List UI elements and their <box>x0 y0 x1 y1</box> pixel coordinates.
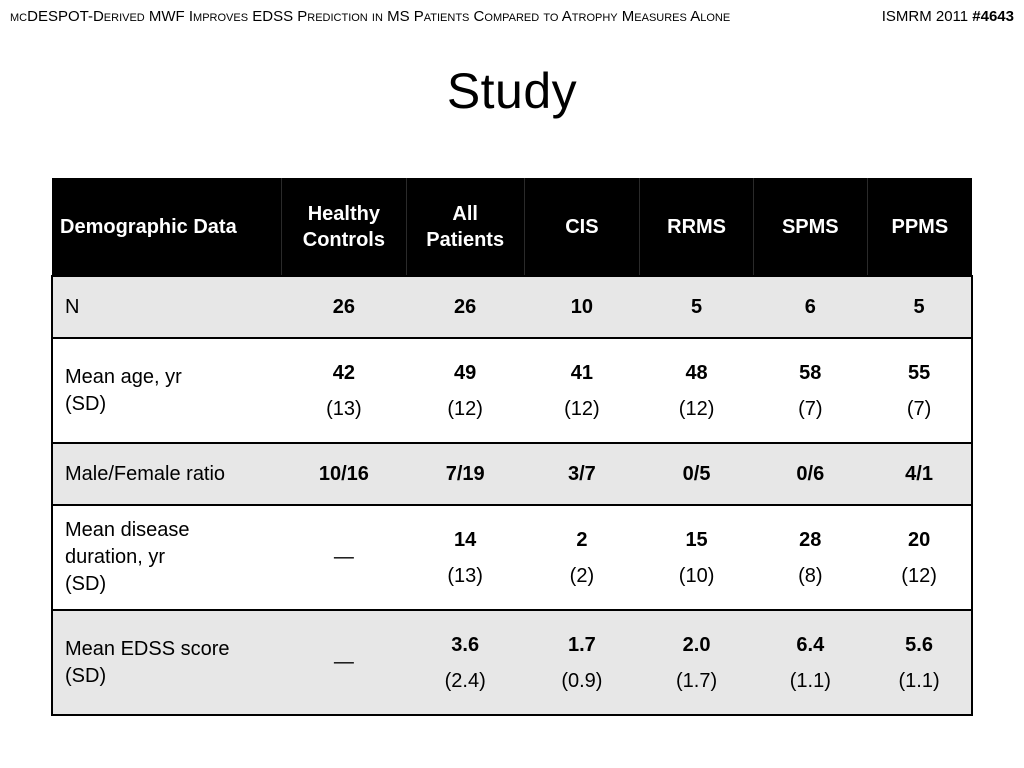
age-rrms-sd: (12) <box>678 397 715 420</box>
duration-label-line3: (SD) <box>65 573 107 595</box>
cell-duration-ppms <box>867 505 972 610</box>
header-spms: SPMS <box>753 178 867 276</box>
cell-duration-rrms <box>640 505 754 610</box>
edss-all-sd: (2.4) <box>444 669 486 692</box>
duration-spms-sd: (8) <box>798 564 823 587</box>
cell-edss-all <box>406 610 524 715</box>
row-label-edss <box>52 610 281 715</box>
cell-edss-rrms <box>640 610 754 715</box>
cell-age-rrms <box>640 338 754 443</box>
age-spms-sd: (7) <box>798 397 823 420</box>
header-healthy-line2: Controls <box>302 228 385 251</box>
duration-ppms-sd: (12) <box>901 564 937 587</box>
duration-spms-mean: 28 <box>799 528 822 551</box>
edss-label-line2: (SD) <box>65 664 107 687</box>
duration-all-sd: (13) <box>447 564 483 587</box>
edss-rrms-sd: (1.7) <box>676 669 718 692</box>
cell-n-rrms: 5 <box>640 276 754 338</box>
cell-age-all <box>406 338 524 443</box>
age-all-mean: 49 <box>454 361 477 384</box>
cell-mf-all: 7/19 <box>406 443 524 505</box>
cell-n-healthy: 26 <box>281 276 406 338</box>
poster-number: #4643 <box>972 8 1014 25</box>
duration-all-mean: 14 <box>454 528 477 551</box>
cell-mf-healthy: 10/16 <box>281 443 406 505</box>
age-spms-mean: 58 <box>799 361 822 384</box>
cell-age-cis <box>524 338 640 443</box>
header-cis: CIS <box>524 178 640 276</box>
edss-spms-mean: 6.4 <box>796 633 825 656</box>
age-label-line1: Mean age, yr <box>65 365 182 388</box>
row-label-age <box>52 338 281 443</box>
age-label-line2: (SD) <box>65 392 107 415</box>
age-ppms-sd: (7) <box>906 397 932 420</box>
edss-label-line1: Mean EDSS score <box>65 637 230 660</box>
age-ppms-mean: 55 <box>907 361 931 384</box>
cell-duration-healthy: — <box>281 505 406 610</box>
cell-age-ppms <box>867 338 972 443</box>
table-row-duration <box>52 505 972 610</box>
header-all-patients <box>406 178 524 276</box>
table-header-row <box>52 178 972 276</box>
header-healthy-line1: Healthy <box>307 202 380 225</box>
duration-rrms-sd: (10) <box>678 564 715 587</box>
table-row-mf-ratio <box>52 443 972 505</box>
row-label-mf-ratio: Male/Female ratio <box>52 443 281 505</box>
table-row-edss <box>52 610 972 715</box>
table-row-n <box>52 276 972 338</box>
cell-n-cis: 10 <box>524 276 640 338</box>
duration-ppms-mean: 20 <box>907 528 931 551</box>
cell-edss-ppms <box>867 610 972 715</box>
row-label-n: N <box>52 276 281 338</box>
cell-n-all: 26 <box>406 276 524 338</box>
slide-title: Study <box>446 63 578 119</box>
edss-rrms-mean: 2.0 <box>682 633 711 656</box>
cell-duration-cis <box>524 505 640 610</box>
duration-label-line1: Mean disease <box>65 519 190 541</box>
edss-ppms-mean: 5.6 <box>905 633 933 656</box>
header-demographic-data: Demographic Data <box>52 178 281 276</box>
conference-label <box>882 8 1014 25</box>
cell-duration-spms <box>753 505 867 610</box>
header-ppms: PPMS <box>867 178 972 276</box>
slide-header <box>10 8 1014 30</box>
age-rrms-mean: 48 <box>685 361 708 384</box>
edss-spms-sd: (1.1) <box>789 669 831 692</box>
age-cis-sd: (12) <box>564 397 600 420</box>
cell-age-healthy <box>281 338 406 443</box>
cell-mf-rrms: 0/5 <box>640 443 754 505</box>
header-all-line2: Patients <box>426 228 505 251</box>
cell-mf-cis: 3/7 <box>524 443 640 505</box>
conference-name: ISMRM 2011 <box>881 8 969 25</box>
cell-edss-spms <box>753 610 867 715</box>
row-label-duration <box>52 505 281 610</box>
poster-title: mcDESPOT-Derived MWF Improves EDSS Prediction in MS Patients Compared to Atrophy Measures Alone <box>10 8 731 25</box>
header-healthy-controls <box>281 178 406 276</box>
cell-mf-ppms: 4/1 <box>867 443 972 505</box>
duration-cis-sd: (2) <box>569 564 595 587</box>
edss-ppms-sd: (1.1) <box>898 669 940 692</box>
edss-cis-mean: 1.7 <box>567 633 596 656</box>
cell-n-spms: 6 <box>753 276 867 338</box>
cell-mf-spms: 0/6 <box>753 443 867 505</box>
age-healthy-sd: (13) <box>326 397 362 420</box>
duration-label-line2: duration, yr <box>65 546 166 568</box>
cell-age-spms <box>753 338 867 443</box>
demographic-table <box>51 178 973 716</box>
age-all-sd: (12) <box>447 397 483 420</box>
cell-duration-all <box>406 505 524 610</box>
duration-cis-mean: 2 <box>576 528 588 551</box>
header-all-line1: All <box>452 202 478 225</box>
age-cis-mean: 41 <box>570 361 594 384</box>
edss-cis-sd: (0.9) <box>561 669 603 692</box>
cell-edss-cis <box>524 610 640 715</box>
cell-n-ppms: 5 <box>867 276 972 338</box>
age-healthy-mean: 42 <box>332 361 355 384</box>
duration-rrms-mean: 15 <box>685 528 708 551</box>
table-row-age <box>52 338 972 443</box>
cell-edss-healthy: — <box>281 610 406 715</box>
header-rrms: RRMS <box>640 178 754 276</box>
edss-all-mean: 3.6 <box>451 633 480 656</box>
